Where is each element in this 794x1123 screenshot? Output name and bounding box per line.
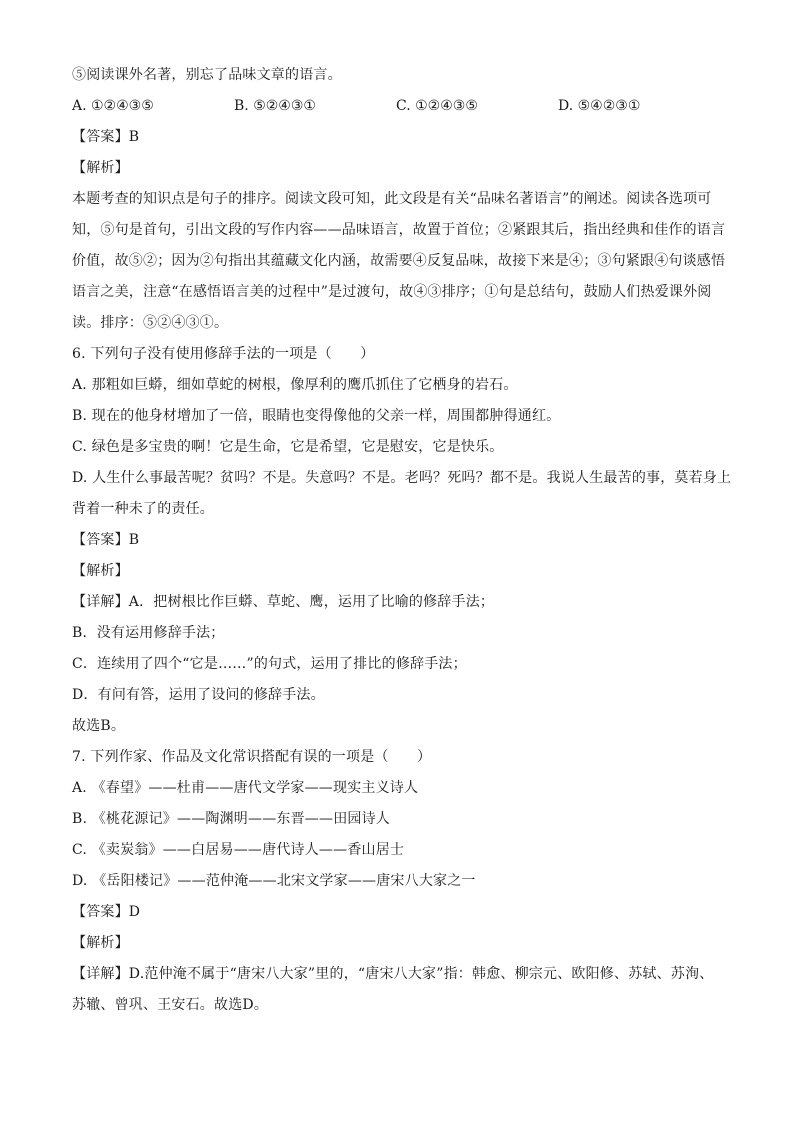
q5-option-a: A. ①②④③⑤: [72, 98, 154, 114]
q7-analysis-label: 【解析】: [72, 935, 129, 951]
q5-analysis-line: 读。排序：⑤②④③①。: [72, 315, 229, 331]
q5-analysis-line: 知，⑤句是首句，引出文段的写作内容——品味语言，故置于首位；②紧跟其后，指出经典和佳作的语言: [72, 222, 726, 238]
q7-option-a: A. 《春望》——杜甫——唐代文学家——现实主义诗人: [72, 780, 419, 796]
document-page: [72, 60, 732, 1021]
q6-analysis-label: 【解析】: [72, 563, 129, 579]
q6-answer: 【答案】B: [72, 532, 140, 548]
q7-option-c: C. 《卖炭翁》——白居易——唐代诗人——香山居士: [72, 842, 405, 858]
q5-tail-line: ⑤阅读课外名著，别忘了品味文章的语言。: [72, 67, 342, 83]
q5-option-d: D. ⑤④②③①: [558, 98, 641, 114]
q6-detail-line: B．没有运用修辞手法；: [72, 625, 225, 641]
q7-stem: 7. 下列作家、作品及文化常识搭配有误的一项是（ ）: [72, 749, 432, 765]
q6-option-b: B. 现在的他身材增加了一倍，眼睛也变得像他的父亲一样，周围都肿得通红。: [72, 408, 561, 424]
q6-detail-line: D．有问有答，运用了设问的修辞手法。: [72, 687, 325, 703]
q5-analysis-line: 本题考查的知识点是句子的排序。阅读文段可知，此文段是有关“品味名著语言”的阐述。阅读各选项可: [72, 191, 712, 207]
q5-options: [72, 91, 722, 122]
q6-detail-line: C．连续用了四个“它是……”的句式，运用了排比的修辞手法；: [72, 656, 467, 672]
q6-option-d-cont: 背着一种未了的责任。: [72, 501, 214, 517]
q7-option-b: B. 《桃花源记》——陶渊明——东晋——田园诗人: [72, 811, 390, 827]
q5-option-c: C. ①②④③⑤: [396, 98, 478, 114]
q6-stem: 6. 下列句子没有使用修辞手法的一项是（ ）: [72, 346, 375, 362]
q7-answer: 【答案】D: [72, 904, 141, 920]
q6-detail-line: 故选B。: [72, 718, 126, 734]
q5-answer: 【答案】B: [72, 129, 140, 145]
q5-option-b: B. ⑤②④③①: [234, 98, 316, 114]
q6-option-d: D. 人生什么事最苦呢？贫吗？不是。失意吗？不是。老吗？死吗？都不是。我说人生最苦的事，莫若身上: [72, 470, 732, 486]
q6-detail-line: 【详解】A．把树根比作巨蟒、草蛇、鹰，运用了比喻的修辞手法；: [72, 594, 495, 610]
q7-detail-line: 【详解】D.范仲淹不属于“唐宋八大家”里的，“唐宋八大家”指：韩愈、柳宗元、欧阳修、苏轼、苏洵、: [72, 966, 714, 982]
q6-option-a: A. 那粗如巨蟒，细如草蛇的树根，像厚利的鹰爪抓住了它栖身的岩石。: [72, 377, 518, 393]
q5-analysis-line: 价值，故⑤②；因为②句指出其蕴藏文化内涵，故需要④反复品味，故接下来是④；③句紧跟④句谈感悟: [72, 253, 726, 269]
q5-analysis-line: 语言之美，注意“在感悟语言美的过程中”是过渡句，故④③排序；①句是总结句，鼓励人们热爱课外阅: [72, 284, 712, 300]
q7-option-d: D. 《岳阳楼记》——范仲淹——北宋文学家——唐宋八大家之一: [72, 873, 476, 889]
q5-analysis: [72, 184, 726, 339]
q5-analysis-label: 【解析】: [72, 160, 129, 176]
q7-detail-line: 苏辙、曾巩、王安石。故选D。: [72, 997, 269, 1013]
q6-option-c: C. 绿色是多宝贵的啊！它是生命，它是希望，它是慰安，它是快乐。: [72, 439, 504, 455]
